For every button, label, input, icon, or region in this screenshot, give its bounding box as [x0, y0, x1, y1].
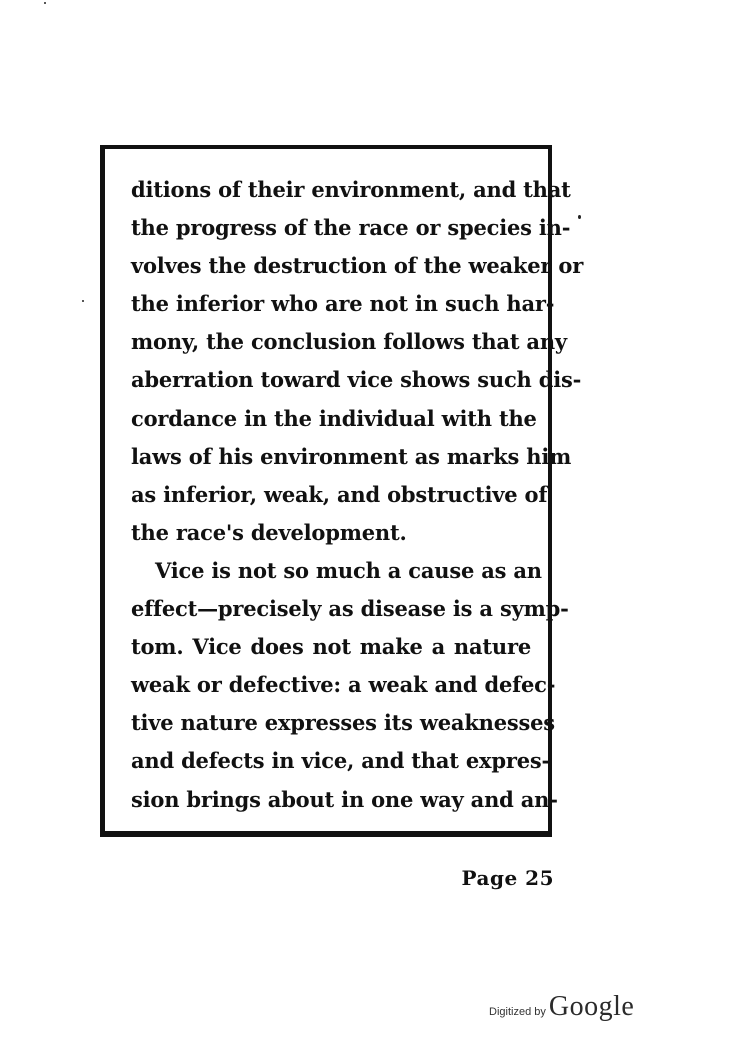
- text-line: cordance in the individual with the: [131, 405, 537, 431]
- text-line: ditions of their environment, and that: [131, 177, 571, 202]
- scan-speck: [578, 215, 581, 219]
- text-line: aberration toward vice shows such dis-: [131, 367, 582, 393]
- text-line: the progress of the race or species in-: [131, 215, 571, 241]
- text-line: volves the destruction of the weaker or: [131, 253, 584, 279]
- text-line: weak or defective: a weak and defec-: [131, 672, 556, 698]
- text-line-paragraph-start: Vice is not so much a cause as an: [155, 557, 542, 583]
- text-line: sion brings about in one way and an-: [131, 786, 558, 812]
- scan-speck: [82, 300, 84, 302]
- page-number: Page 25: [461, 866, 554, 890]
- text-line: effect—precisely as disease is a symp-: [131, 596, 569, 622]
- digitized-by-watermark: [489, 991, 634, 1023]
- text-line: as inferior, weak, and obstructive of: [131, 481, 548, 507]
- text-line: laws of his environment as marks him: [131, 443, 572, 469]
- text-line: tive nature expresses its weaknesses: [131, 710, 555, 736]
- text-line: tom. Vice does not make a nature: [131, 634, 531, 660]
- scan-speck: [44, 2, 46, 4]
- text-line: and defects in vice, and that expres-: [131, 748, 551, 774]
- text-line: the race's development.: [131, 519, 407, 545]
- body-text: [131, 171, 584, 819]
- text-line: mony, the conclusion follows that any: [131, 329, 567, 355]
- digitized-by-label: Digitized by: [489, 1006, 546, 1018]
- google-logo: Google: [548, 991, 635, 1022]
- text-line: the inferior who are not in such har-: [131, 291, 555, 317]
